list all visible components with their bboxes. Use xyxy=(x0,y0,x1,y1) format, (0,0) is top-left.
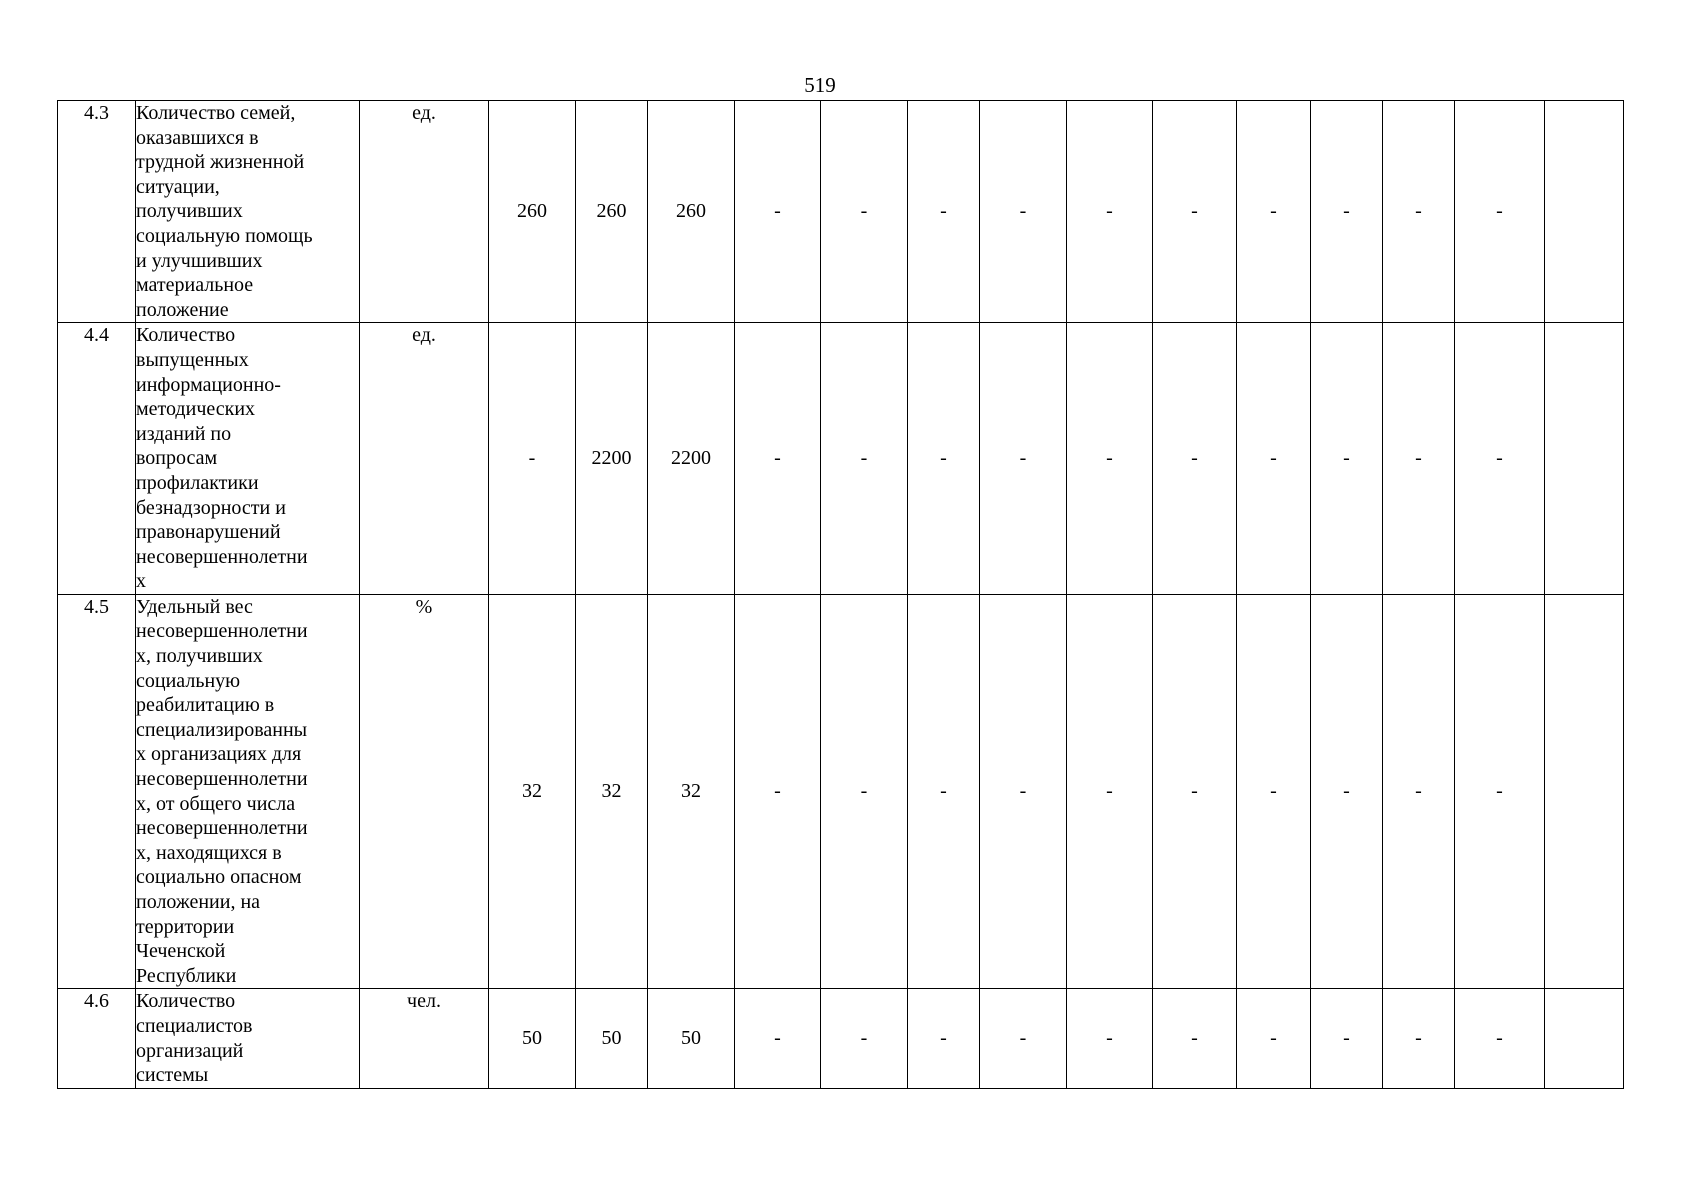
value-cell: - xyxy=(1067,594,1153,989)
value-cell: 260 xyxy=(576,101,648,323)
value-cell: - xyxy=(1237,323,1311,595)
indicator-name xyxy=(136,594,360,989)
indicator-name-line: получивших xyxy=(136,200,243,223)
row-number: 4.6 xyxy=(58,989,136,1088)
indicator-name-line: несовершеннолетни xyxy=(136,620,308,643)
value-cell: 32 xyxy=(648,594,735,989)
unit-cell: ед. xyxy=(360,101,489,323)
value-cell xyxy=(1545,594,1624,989)
table-row xyxy=(58,594,1624,989)
indicator-name-line: х, от общего числа xyxy=(136,792,296,815)
indicator-name-line: х, получивших xyxy=(136,645,263,668)
indicator-name-line: Количество xyxy=(136,324,236,347)
indicator-name-line: изданий по xyxy=(136,422,232,445)
indicator-name-line: Количество xyxy=(136,990,236,1013)
value-cell: - xyxy=(1153,323,1237,595)
indicator-name-line: х, находящихся в xyxy=(136,841,282,864)
value-cell: - xyxy=(735,323,821,595)
unit-cell: ед. xyxy=(360,323,489,595)
indicator-name-line: х организациях для xyxy=(136,743,302,766)
table-row xyxy=(58,101,1624,323)
value-cell: - xyxy=(1383,594,1455,989)
indicator-name-line: несовершеннолетни xyxy=(136,545,308,568)
indicator-name-line: территории xyxy=(136,915,235,938)
value-cell: - xyxy=(1383,101,1455,323)
value-cell: - xyxy=(735,101,821,323)
indicator-name-line: правонарушений xyxy=(136,521,281,544)
indicator-name-line: оказавшихся в xyxy=(136,126,259,149)
value-cell: - xyxy=(980,594,1067,989)
value-cell xyxy=(1545,323,1624,595)
value-cell: 2200 xyxy=(648,323,735,595)
indicator-name xyxy=(136,989,360,1088)
value-cell xyxy=(1545,989,1624,1088)
page-number: 519 xyxy=(804,73,836,97)
value-cell: 50 xyxy=(576,989,648,1088)
row-number: 4.3 xyxy=(58,101,136,323)
value-cell: 32 xyxy=(576,594,648,989)
value-cell: - xyxy=(1067,323,1153,595)
value-cell: - xyxy=(1311,594,1383,989)
value-cell: - xyxy=(1311,323,1383,595)
indicator-name-line: социальную помощь xyxy=(136,224,313,247)
indicator-name xyxy=(136,101,360,323)
value-cell: 32 xyxy=(489,594,576,989)
value-cell: 50 xyxy=(489,989,576,1088)
value-cell: - xyxy=(980,989,1067,1088)
value-cell xyxy=(1545,101,1624,323)
value-cell: 50 xyxy=(648,989,735,1088)
indicator-name-line: профилактики xyxy=(136,471,259,494)
indicator-name-line: ситуации, xyxy=(136,175,220,198)
value-cell: - xyxy=(735,594,821,989)
value-cell: - xyxy=(1455,594,1545,989)
indicator-name-line: Республики xyxy=(136,964,237,987)
indicator-name-line: методических xyxy=(136,398,256,421)
unit-cell: % xyxy=(360,594,489,989)
indicator-name-line: реабилитацию в xyxy=(136,694,275,717)
value-cell: - xyxy=(1311,989,1383,1088)
value-cell: - xyxy=(1455,101,1545,323)
indicator-name xyxy=(136,323,360,595)
value-cell: - xyxy=(1455,989,1545,1088)
value-cell: - xyxy=(908,323,980,595)
value-cell: - xyxy=(1153,101,1237,323)
indicator-name-line: трудной жизненной xyxy=(136,151,305,174)
indicator-name-line: Количество семей, xyxy=(136,102,296,124)
indicator-name-line: положение xyxy=(136,298,229,321)
value-cell: - xyxy=(908,989,980,1088)
indicator-name-line: несовершеннолетни xyxy=(136,768,308,791)
row-number: 4.4 xyxy=(58,323,136,595)
indicator-name-line: Чеченской xyxy=(136,940,226,963)
indicator-name-line: материальное xyxy=(136,274,254,297)
value-cell: - xyxy=(1067,101,1153,323)
value-cell: - xyxy=(980,323,1067,595)
indicator-name-line: безнадзорности и xyxy=(136,496,286,519)
indicator-name-line: системы xyxy=(136,1064,209,1087)
value-cell: - xyxy=(735,989,821,1088)
value-cell: 2200 xyxy=(576,323,648,595)
value-cell: - xyxy=(1237,594,1311,989)
value-cell: - xyxy=(821,101,908,323)
indicator-name-line: социальную xyxy=(136,669,241,692)
value-cell: - xyxy=(1153,594,1237,989)
value-cell: - xyxy=(821,594,908,989)
value-cell: - xyxy=(1383,323,1455,595)
indicator-name-line: вопросам xyxy=(136,447,218,470)
indicator-name-line: и улучшивших xyxy=(136,249,263,272)
indicator-name-line: Удельный вес xyxy=(136,595,253,618)
unit-cell: чел. xyxy=(360,989,489,1088)
indicator-name-line: информационно- xyxy=(136,373,281,396)
value-cell: - xyxy=(1067,989,1153,1088)
value-cell: - xyxy=(489,323,576,595)
value-cell: - xyxy=(908,594,980,989)
value-cell: - xyxy=(1237,101,1311,323)
table-row xyxy=(58,989,1624,1088)
value-cell: 260 xyxy=(489,101,576,323)
indicator-name-line: несовершеннолетни xyxy=(136,817,308,840)
row-number: 4.5 xyxy=(58,594,136,989)
value-cell: - xyxy=(1311,101,1383,323)
indicator-name-line: х xyxy=(136,570,146,593)
value-cell: - xyxy=(1153,989,1237,1088)
value-cell: - xyxy=(1383,989,1455,1088)
indicator-name-line: специализированны xyxy=(136,718,308,741)
value-cell: - xyxy=(1455,323,1545,595)
value-cell: 260 xyxy=(648,101,735,323)
indicator-name-line: положении, на xyxy=(136,891,261,913)
value-cell: - xyxy=(908,101,980,323)
indicator-name-line: социально опасном xyxy=(136,866,302,889)
value-cell: - xyxy=(1237,989,1311,1088)
value-cell: - xyxy=(980,101,1067,323)
value-cell: - xyxy=(821,323,908,595)
indicators-table xyxy=(57,100,1624,1089)
table-row xyxy=(58,323,1624,595)
indicator-name-line: специалистов xyxy=(136,1014,253,1037)
indicator-name-line: организаций xyxy=(136,1039,244,1062)
value-cell: - xyxy=(821,989,908,1088)
indicator-name-line: выпущенных xyxy=(136,348,249,371)
